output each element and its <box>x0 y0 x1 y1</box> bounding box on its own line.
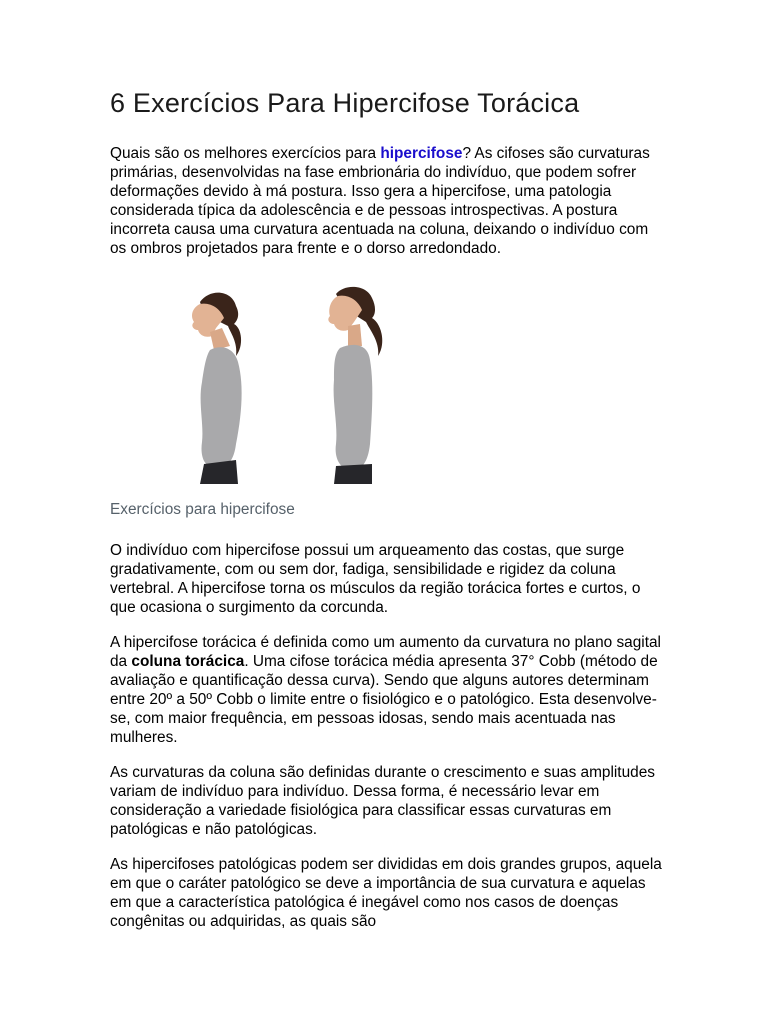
intro-text-start: Quais são os melhores exercícios para <box>110 145 381 162</box>
intro-paragraph <box>110 144 662 258</box>
article <box>110 86 662 947</box>
posture-figure <box>110 284 662 490</box>
slouched-figure <box>192 293 242 484</box>
paragraph-pathological: As hipercifoses patológicas podem ser divididas em dois grandes grupos, aquela em que o caráter patológico se deve a importância de sua curvatura e aquelas em que a característica patológica é inegável como nos casos de doenças congênitas ou adquiridas, as quais são <box>110 856 662 930</box>
paragraph-definition <box>110 633 662 747</box>
paragraph-symptoms: O indivíduo com hipercifose possui um arqueamento das costas, que surge gradativamente, com ou sem dor, fadiga, sensibilidade e rigidez da coluna vertebral. A hipercifose torna os músculos da região torácica fortes e curtos, o que ocasiona o surgimento da corcunda. <box>110 542 641 616</box>
figure-caption: Exercícios para hipercifose <box>110 501 295 518</box>
upright-figure <box>328 287 382 484</box>
coluna-toracica-bold: coluna torácica <box>131 653 245 670</box>
intro-text-end: ? As cifoses são curvaturas primárias, desenvolvidas na fase embrionária do indivíduo, que podem sofrer deformações devido à má postura. Isso gera a hipercifose, uma patologia considerada típica da adolescência e de pessoas introspectivas. A postura incorreta causa uma curvatura acentuada na coluna, deixando o indivíduo com os ombros projetados para frente e o dorso arredondado. <box>110 145 650 257</box>
hipercifose-link[interactable]: hipercifose <box>380 145 463 162</box>
page-title: 6 Exercícios Para Hipercifose Torácica <box>110 88 580 118</box>
upright-posture-image <box>314 284 404 484</box>
definition-text-start: A hipercifose torácica é definida como um aumento da curvatura no plano sagital da <box>110 634 661 670</box>
slouched-posture-image <box>170 284 260 484</box>
definition-text-end: . Uma cifose torácica média apresenta 37° Cobb (método de avaliação e quantificação dessa curva). Sendo que alguns autores determinam entre 20º a 50º Cobb o limite entre o fisiológico e o patológico. Esta desenvolve-se, com maior frequência, em pessoas idosas, sendo mais acentuada nas mulheres. <box>110 653 658 746</box>
paragraph-curvatures: As curvaturas da coluna são definidas durante o crescimento e suas amplitudes variam de indivíduo para indivíduo. Dessa forma, é necessário levar em consideração a variedade fisiológica para classificar essas curvaturas em patológicas e não patológicas. <box>110 764 655 838</box>
